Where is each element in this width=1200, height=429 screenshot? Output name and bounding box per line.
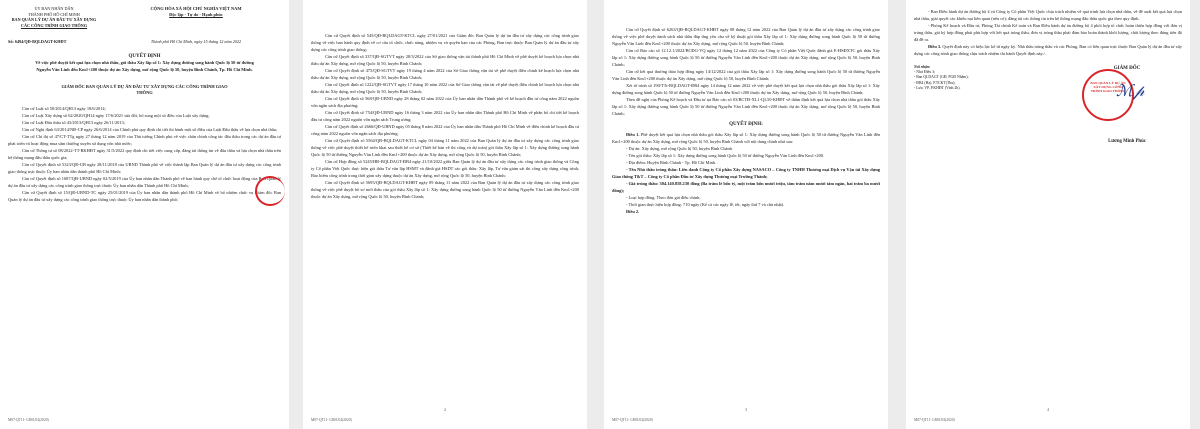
org-line: THÀNH PHỐ HỒ CHÍ MINH bbox=[28, 11, 80, 17]
stamp-text: BAN QUẢN LÝ DỰ ÁN XÂY DỰNG CÔNG TRÌNH GIAO THÔNG bbox=[1090, 81, 1126, 93]
national-heading bbox=[111, 6, 281, 28]
decision-item: - Dự án: Xây dựng, mở rộng Quốc lộ 50, huyện Bình Chánh. bbox=[626, 146, 733, 151]
legal-basis-item: Xét tờ trình số 190/TTr-BQLDAGT-ĐB4 ngày 14 tháng 12 năm 2022 về việc phê duyệt kết quả lựa chọn nhà thầu gói thầu Xây lắp số 1: Xây dựng đường song hành Quốc lộ 50 từ đường Nguyễn Văn Linh đến Km1+200 thuộc dự án Xây dựng, mở rộng Quốc lộ 50, huyện Bình Chánh; bbox=[612, 83, 880, 95]
legal-basis bbox=[8, 105, 281, 203]
article-label: Điều 2. bbox=[626, 209, 640, 214]
legal-basis-item: Căn cứ Luật số 50/2014/QH13 ngày 18/6/2014; bbox=[22, 105, 106, 111]
legal-basis-item: Căn cứ kết quả thương thảo hợp đồng ngày 14/12/2022 của gói thầu Xây lắp số 1: Xây dựng đường song hành Quốc lộ 50 từ đường Nguyễn Văn Linh đến Km1+200 thuộc dự án Xây dựng, mở rộng Quốc lộ 50, huyện Bình Chánh; bbox=[612, 69, 880, 81]
signer-title: GIÁM ĐỐC bbox=[1113, 66, 1141, 71]
issuing-organization bbox=[8, 6, 100, 28]
form-code-footer: M07-QT11- LB01/02(2020) bbox=[612, 418, 653, 422]
nation-title: CỘNG HÒA XÃ HỘI CHỦ NGHĨA VIỆT NAM bbox=[150, 6, 242, 11]
legal-basis-item: Căn cứ Quyết định số 5564/QĐ-BQLDAGT-KTCL ngày 04 tháng 11 năm 2022 của Ban Quản lý dự án đầu tư xây dựng các công trình giao thông về việc phê duyệt thiết kế triển khai sau thiết kế cơ sở (Thiết kế bản vẽ thi công và dự toán) gói thầu Xây lắp số 1: Xây dựng đường song hành Quốc lộ 50 từ đường Nguyễn Văn Linh đến Km1+200 thuộc dự án Xây dựng, mở rộng Quốc lộ 50, huyện Bình Chánh; bbox=[311, 138, 579, 157]
legal-basis-item: Căn cứ Quyết định số 568/QĐ-UBND ngày 28 tháng 02 năm 2022 của Ủy ban nhân dân Thành phố về kế hoạch đầu tư công năm 2022 nguồn vốn ngân sách địa phương; bbox=[311, 96, 579, 108]
legal-basis-item: Căn cứ Quyết định số 6263/QĐ-BQLDAGT-KHĐT ngày 08 tháng 12 năm 2022 của Ban Quản lý dự án đầu tư xây dựng các công trình giao thông về việc phê duyệt danh sách nhà thầu đáp ứng yêu cầu về kỹ thuật gói thầu Xây lắp số 1: Xây dựng đường song hành Quốc lộ 50 từ đường Nguyễn Văn Linh đến Km1+200 thuộc dự án Xây dựng, mở rộng Quốc lộ 50, huyện Bình Chánh; bbox=[612, 27, 880, 46]
recipient: - Lưu: VP, P.KHĐT (Vinh 2b). bbox=[914, 85, 961, 90]
decision-item: - Thời gian thực hiện hợp đồng: 710 ngày (Kể cả các ngày lễ, tết; ngày thứ 7 và chủ nhật). bbox=[626, 202, 785, 207]
legal-basis-item: Căn cứ Hợp đồng số 5245/HĐ-BQLDAGT-ĐB4 ngày 21/10/2022 giữa Ban Quản lý dự án đầu tư xây dựng các công trình giao thông và Công ty Cổ phần Việt Quốc thực hiện gói thầu Tư vấn lập HSMT và đánh giá HSDT các gói thầu: Xây lắp, Tư vấn giám sát thi công xây dựng công trình, Bảo hiểm công trình trong thời gian xây dựng thuộc dự án Xây dựng, mở rộng Quốc lộ 50, huyện Bình Chánh; bbox=[311, 159, 579, 178]
legal-basis-item: Căn cứ Quyết định số 754/QĐ-UBND ngày 16 tháng 3 năm 2022 của Ủy ban nhân dân Thành phố Hồ Chí Minh về phân bổ chi tiết kế hoạch đầu tư công năm 2022 nguồn vốn ngân sách Trung ương; bbox=[311, 110, 579, 122]
article-label: Điều 3. bbox=[928, 44, 942, 49]
recipient: - ĐB4 (Hạ), P.TCKT(Thu); bbox=[914, 80, 956, 85]
decision-heading: QUYẾT ĐỊNH: bbox=[729, 122, 763, 127]
legal-basis-item: Căn cứ Luật Xây dựng số 62/2020/QH14 ngày 17/6/2021 sửa đổi, bổ sung một số điều của Luật xây dựng; bbox=[22, 112, 210, 118]
form-code-footer: M07-QT11- LB01/02(2020) bbox=[311, 418, 352, 422]
legal-basis-item: Căn cứ Quyết định số 1687/QĐ-UBND ngày 02/5/2019 của Ủy ban nhân dân Thành phố về ban hành quy chế tổ chức hoạt động của Ban Quản lý dự án đầu tư xây dựng các công trình giao thông trực thuộc Ủy ban nhân dân Thành phố Hồ Chí Minh; bbox=[8, 175, 281, 188]
handwritten-signature: ℳ𝓅 bbox=[1116, 81, 1145, 100]
document-page-4 bbox=[906, 0, 1190, 429]
signer-name: Lương Minh Phúc bbox=[1108, 139, 1146, 144]
page-number: 2 bbox=[444, 407, 446, 412]
document-page-2 bbox=[303, 0, 587, 429]
legal-basis bbox=[612, 26, 880, 117]
legal-basis-item: Căn cứ Quyết định số 15/QĐ-UBND-TC ngày 25/01/2019 của Ủy ban nhân dân thành phố Hồ Chí Minh về bổ nhiệm chức vụ Giám đốc Ban Quản lý dự án đầu tư xây dựng các công trình giao thông trực thuộc Ủy ban nhân dân thành phố; bbox=[8, 189, 281, 202]
decision-item: - Địa điểm: Huyện Bình Chánh - Tp. Hồ Chí Minh. bbox=[626, 160, 717, 165]
recipients-block bbox=[914, 65, 1024, 145]
page-number: 4 bbox=[1047, 407, 1049, 412]
document-subject: Về việc phê duyệt kết quả lựa chọn nhà thầu, gói thầu Xây lắp số 1: Xây dựng đường song hành Quốc lộ 50 từ đường Nguyễn Văn Linh đến Km1+200 thuộc dự án Xây dựng, mở rộng Quốc lộ 50, huyện Bình Chánh, Tp. Hồ Chí Minh. bbox=[35, 60, 254, 72]
decision-item: - Loại hợp đồng: Theo đơn giá điều chỉnh; bbox=[626, 195, 701, 200]
legal-basis-item: Căn cứ Thông tư số 08/2022-TT-BKHĐT ngày 31/5/2022 quy định chi tiết việc cung cấp, đăng tải thông tin về đấu thầu và lựa chọn nhà thầu trên hệ thống mạng đấu thầu quốc gia; bbox=[8, 147, 281, 160]
legal-basis-item: Căn cứ Quyết định số 1222/QĐ-SGTVT ngày 17 tháng 10 năm 2022 của Sở Giao thông vận tải về phê duyệt điều chỉnh kế hoạch lựa chọn nhà thầu dự án Xây dựng, mở rộng Quốc lộ 50, huyện Bình Chánh; bbox=[311, 82, 579, 94]
responsibility-item: - Phòng Kế hoạch và Đầu tư, Phòng Tài chính Kế toán và Ban Điều hành dự án đường bộ 4 phối hợp tổ chức hoàn thiện hợp đồng với đơn vị trúng thầu, giá ký hợp đồng phải phù hợp với kết quả trúng thầu, đơn vị trúng thầu phải đảm bảo hoàn thành khối lượng, chất lượng theo đúng tiến độ đã đề ra. bbox=[914, 23, 1182, 42]
legal-basis-item: Căn cứ Quyết định số 2666/QĐ-UBND ngày 05 tháng 8 năm 2022 của Ủy ban nhân dân Thành phố Hồ Chí Minh về điều chỉnh kế hoạch đầu tư công năm 2022 nguồn vốn ngân sách địa phương; bbox=[311, 124, 579, 136]
legal-basis-item: Căn cứ Nghị định 63/2014/NĐ-CP ngày 26/6/2014 của Chính phủ quy định chi tiết thi hành một số điều của Luật Đấu thầu về lựa chọn nhà thầu; bbox=[22, 126, 278, 132]
winning-contractor: - Tên Nhà thầu trúng thầu: Liên danh Công ty Cổ phần Xây dựng NASACO – Công ty TNHH Thương mại Dịch vụ Vận tải Xây dựng Giao thông T&T – Công ty Cổ phần Đầu tư Xây dựng Thương mại Trường Thành; bbox=[612, 167, 880, 179]
recipient: - Ban QLDAGT (GĐ, PGĐ Nhâm); bbox=[914, 75, 969, 80]
decision-item: - Tên gói thầu: Xây lắp số 1: Xây dựng đường song hành Quốc lộ 50 từ đường Nguyễn Văn Linh đến Km1+200. bbox=[626, 153, 825, 158]
motto: Độc lập - Tự do - Hạnh phúc bbox=[169, 11, 223, 17]
legal-basis bbox=[311, 32, 579, 200]
legal-basis-item: Căn cứ Báo cáo số 12.12.1/2022/BCĐG-VQ ngày 12 tháng 12 năm 2022 của Công ty Cổ phần Việt Quốc đánh giá E-HSĐXTC gói thầu Xây lắp số 1: Xây dựng đường song hành Quốc lộ 50 từ đường Nguyễn Văn Linh đến Km1+200 thuộc dự án Xây dựng, mở rộng Quốc lộ 50, huyện Bình Chánh; bbox=[612, 48, 880, 67]
form-code-footer: M07-QT11- LB01/02(2020) bbox=[914, 418, 955, 422]
form-code-footer: M07-QT11- LB01/02(2020) bbox=[8, 418, 49, 422]
article-3 bbox=[914, 43, 1182, 57]
document-date: Thành phố Hồ Chí Minh, ngày 15 tháng 12 năm 2022 bbox=[150, 39, 242, 45]
legal-basis-item: Căn cứ Quyết định số 475/QĐ-SGTVT ngày 19 tháng 4 năm 2022 của Sở Giao thông vận tải về phê duyệt điều chỉnh kế hoạch lựa chọn nhà thầu dự án Xây dựng, mở rộng Quốc lộ 50, huyện Bình Chánh; bbox=[311, 68, 579, 80]
issuing-authority: GIÁM ĐỐC BAN QUẢN LÝ DỰ ÁN ĐẦU TƯ XÂY DỰNG CÁC CÔNG TRÌNH GIAO THÔNG bbox=[61, 83, 228, 96]
document-header bbox=[8, 6, 281, 28]
article-2-body bbox=[914, 8, 1182, 43]
responsibility-item: - Ban Điều hành dự án đường bộ 4 và Công ty Cổ phần Việt Quốc chịu trách nhiệm về quá trình lựa chọn nhà thầu, về đề xuất kết quả lựa chọn nhà thầu, giải quyết các khiếu nại liên quan (nếu có); đăng tải các thông tin trên hệ thống mạng đấu thầu quốc gia theo quy định. bbox=[914, 9, 1182, 21]
official-stamp bbox=[255, 176, 285, 206]
article-label: Điều 1. bbox=[626, 132, 640, 137]
document-type: QUYẾT ĐỊNH bbox=[128, 54, 161, 60]
page-number: 3 bbox=[745, 407, 747, 412]
org-line: ỦY BAN NHÂN DÂN bbox=[34, 6, 74, 11]
document-page-1 bbox=[0, 0, 289, 429]
document-number: Số: 6494/QĐ-BQLDAGT-KHĐT bbox=[8, 39, 67, 45]
recipients-title: Nơi nhận: bbox=[914, 65, 931, 69]
legal-basis-item: Căn cứ Quyết định số 337/QĐ-SGTVT ngày 28/3/2022 của Sở giao thông vận tải thành phố Hồ Chí Minh về phê duyệt kế hoạch lựa chọn nhà thầu dự án Xây dựng, mở rộng Quốc lộ 50, huyện Bình Chánh; bbox=[311, 54, 579, 66]
recipient: - Như Điều 3; bbox=[914, 70, 936, 75]
org-line: CÁC CÔNG TRÌNH GIAO THÔNG bbox=[20, 22, 88, 28]
legal-basis-item: Theo đề nghị của Phòng Kế hoạch và Đầu tư tại Báo cáo số 03/BCTĐ-XL1-QL50-KHĐT về thẩm định kết quả lựa chọn nhà thầu gói thầu Xây lắp số 1: Xây dựng đường song hành Quốc lộ 50 từ đường Nguyễn Văn Linh đến Km1+200 thuộc dự án Xây dựng, mở rộng Quốc lộ 50, huyện Bình Chánh; bbox=[612, 97, 880, 116]
article-text: Phê duyệt kết quả lựa chọn nhà thầu gói thầu Xây lắp số 1: Xây dựng đường song hành Quốc lộ 50 từ đường Nguyễn Văn Linh đến Km1+200 thuộc dự án Xây dựng, mở rộng Quốc lộ 50, huyện Bình Chánh với nội dung chính như sau: bbox=[612, 132, 880, 144]
legal-basis-item: Căn cứ Luật Đấu thầu số 43/2013/QH13 ngày 26/11/2013; bbox=[22, 119, 125, 125]
document-page-3 bbox=[604, 0, 888, 429]
legal-basis-item: Căn cứ Quyết định số 545/QĐ-BQLDAGT-KTCL ngày 27/01/2021 của Giám đốc Ban Quản lý dự án đầu tư xây dựng các công trình giao thông về việc ban hành quy định về cơ cấu tổ chức, chức năng, nhiệm vụ và quyền hạn của các Phòng, Ban trực thuộc Ban Quản lý dự án đầu tư xây dựng các công trình giao thông; bbox=[311, 33, 579, 52]
winning-bid-price: - Giá trúng thầu: 304.140.858.230 đồng (Ba trăm lẻ bốn tỷ, một trăm bốn mươi triệu, tám trăm năm mươi tám ngàn, hai trăm ba mươi đồng); bbox=[612, 181, 880, 193]
legal-basis-item: Căn cứ Chỉ thị số 47/CT-TTg ngày 27 tháng 12 năm 2019 của Thủ tướng Chính phủ về việc chấn chỉnh công tác đấu thầu trong các dự án đầu tư phát triển và hoạt động mua sắm thường xuyên sử dụng vốn nhà nước; bbox=[8, 133, 281, 146]
signature-block bbox=[1072, 65, 1182, 145]
article-1 bbox=[612, 131, 880, 145]
article-text: Quyết định này có hiệu lực kể từ ngày ký. Nhà thầu trúng thầu và các Phòng, Ban có liên quan trực thuộc Ban Quản lý dự án đầu tư xây dựng các công trình giao thông chịu trách nhiệm thi hành Quyết định này./. bbox=[914, 44, 1182, 56]
org-line: BAN QUẢN LÝ DỰ ÁN ĐẦU TƯ XÂY DỰNG bbox=[11, 17, 97, 23]
legal-basis-item: Căn cứ Quyết định số 5695/QĐ-BQLDAGT-KHĐT ngày 09 tháng 11 năm 2022 của Ban Quản lý dự án đầu tư xây dựng các công trình giao thông về việc phê duyệt hồ sơ mời thầu của gói thầu Xây lắp số 1: Xây dựng đường song hành Quốc lộ 50 từ đường Nguyễn Văn Linh đến Km1+200 thuộc dự án Xây dựng, mở rộng Quốc lộ 50, huyện Bình Chánh; bbox=[311, 180, 579, 199]
legal-basis-item: Căn cứ Quyết định số 5323/QĐ-UB ngày 28/11/2018 của UBND Thành phố về việc thành lập Ban Quản lý dự án đầu tư xây dựng các công trình giao thông trực thuộc Ủy ban nhân dân thành phố Hồ Chí Minh; bbox=[8, 161, 281, 174]
